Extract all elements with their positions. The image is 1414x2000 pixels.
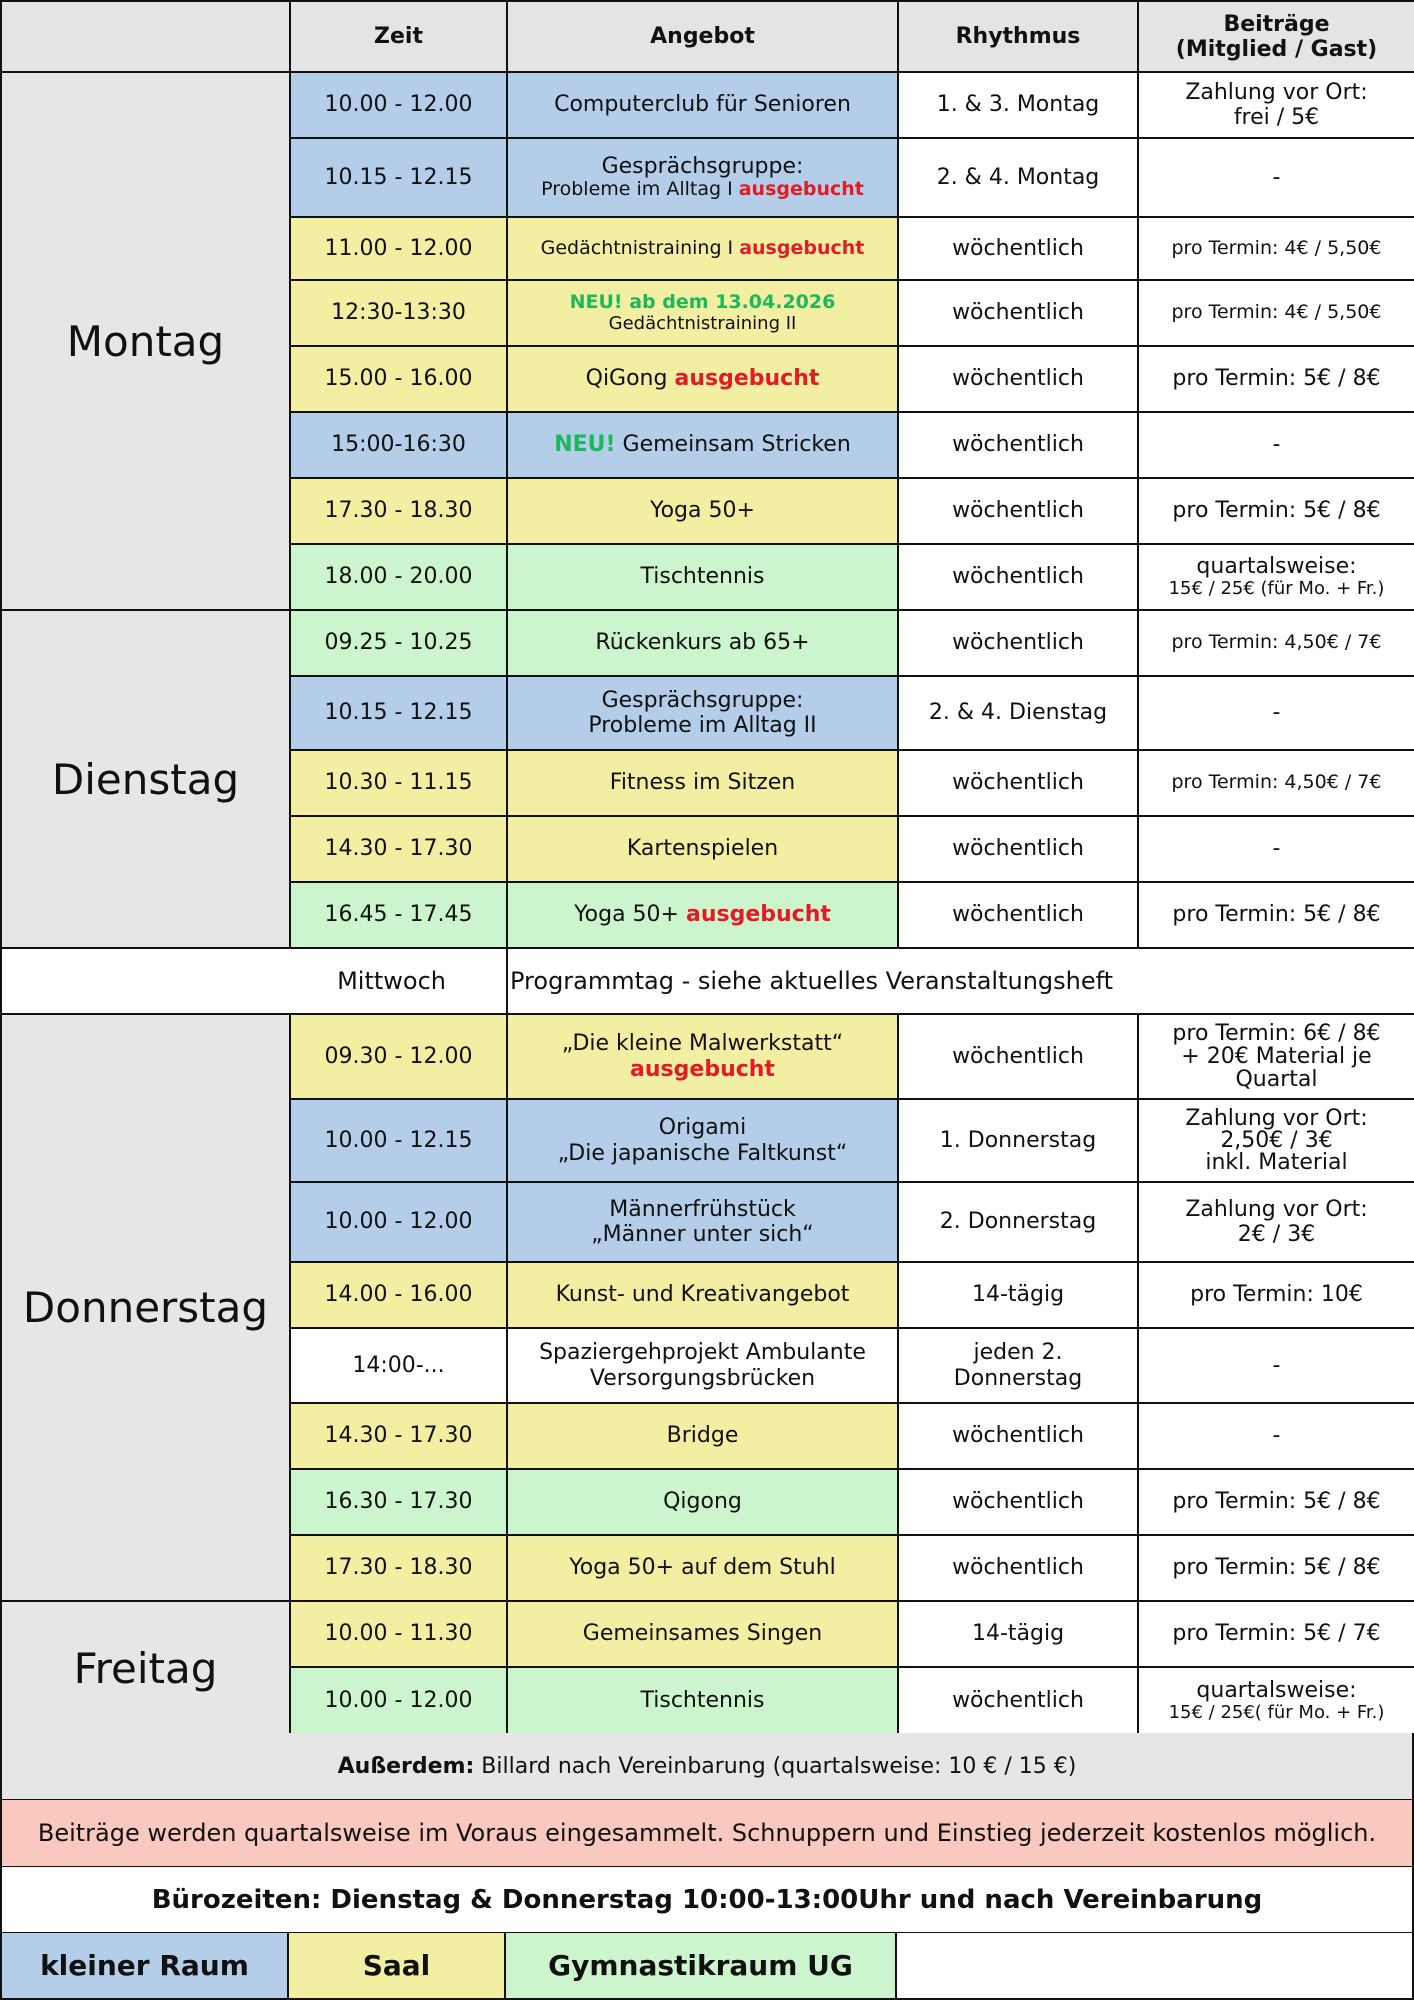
ausgebucht-tag: ausgebucht [738,178,864,201]
offer-line: Gesprächsgruppe: [601,153,804,179]
paren-open: ( [1175,36,1186,62]
fee-cell: pro Termin: 5€ / 7€ [1138,1601,1414,1667]
fee-cell: - [1138,1403,1414,1469]
offer-cell: Computerclub für Senioren [507,72,898,138]
time-cell: 16.30 - 17.30 [290,1469,507,1535]
rhythm-cell: wöchentlich [898,610,1138,676]
fee-cell [1138,1099,1414,1182]
header-beitraege-title: Beiträge [1223,11,1330,37]
legend-empty [897,1933,1414,2000]
fee-line: Zahlung vor Ort: [1185,1105,1368,1131]
time-cell: 14.00 - 16.00 [290,1262,507,1328]
rhythm-cell: 2. & 4. Montag [898,138,1138,217]
day-donnerstag: Donnerstag [1,1014,290,1601]
offer-line: Versorgungsbrücken [589,1365,816,1391]
time-cell: 12:30-13:30 [290,280,507,346]
mittwoch-row [1,948,1414,1014]
offer-line: Probleme im Alltag II [588,713,817,738]
beitraege-note: Beiträge werden quartalsweise im Voraus eingesammelt. Schnuppern und Einstieg jederzeit kostenlos möglich. [0,1800,1414,1868]
table-row [1,1014,1414,1099]
offer-cell: Yoga 50+ auf dem Stuhl [507,1535,898,1601]
fee-cell: pro Termin: 10€ [1138,1262,1414,1328]
fee-cell: - [1138,412,1414,478]
offer-line: Probleme im Alltag I [541,178,739,201]
offer-text: Gemeinsam Stricken [615,432,851,458]
offer-cell: Kunst- und Kreativangebot [507,1262,898,1328]
fee-line: Zahlung vor Ort: [1185,1196,1368,1222]
offer-line: Gedächtnistraining II [608,312,797,334]
rhythm-cell: wöchentlich [898,882,1138,948]
offer-cell [507,882,898,948]
offer-cell [507,1328,898,1403]
offer-text: Yoga 50+ [574,902,686,928]
fee-cell [1138,1182,1414,1262]
offer-cell [507,1182,898,1262]
offer-cell [507,346,898,412]
rhythm-cell: wöchentlich [898,1535,1138,1601]
legend-kleiner-raum: kleiner Raum [0,1933,289,2000]
legend-saal: Saal [289,1933,506,2000]
fee-cell: pro Termin: 5€ / 8€ [1138,882,1414,948]
offer-cell [507,280,898,346]
rhythm-cell: wöchentlich [898,1667,1138,1735]
offer-text: QiGong [585,366,675,392]
time-cell: 15.00 - 16.00 [290,346,507,412]
table-row [1,610,1414,676]
fee-cell: pro Termin: 4€ / 5,50€ [1138,280,1414,346]
offer-line: Origami [658,1115,747,1141]
corner-cell [1,1,290,72]
offer-cell [507,217,898,280]
fee-line: quartalsweise: [1196,1678,1357,1703]
legend-gymnastikraum: Gymnastikraum UG [506,1933,897,2000]
time-cell: 09.25 - 10.25 [290,610,507,676]
fee-line: Quartal [1235,1067,1318,1093]
ausserdem-label: Außerdem: [337,1753,475,1779]
room-legend [0,1933,1414,2000]
offer-line: „Männer unter sich“ [591,1222,814,1247]
rhythm-cell: wöchentlich [898,280,1138,346]
fee-cell: - [1138,676,1414,750]
offer-cell [507,1014,898,1099]
table-row [1,72,1414,138]
time-cell: 18.00 - 20.00 [290,544,507,610]
time-cell: 14.30 - 17.30 [290,816,507,882]
day-mittwoch: Mittwoch [1,948,507,1014]
offer-cell [507,676,898,750]
time-cell: 17.30 - 18.30 [290,1535,507,1601]
mitglied-label: Mitglied [1185,36,1288,62]
ausgebucht-tag: ausgebucht [630,1056,775,1082]
time-cell: 16.45 - 17.45 [290,882,507,948]
header-beitraege-sub [1147,37,1406,62]
day-dienstag: Dienstag [1,610,290,948]
time-cell: 10.15 - 12.15 [290,676,507,750]
offer-text: Gedächtnistraining I [540,236,740,259]
time-cell: 11.00 - 12.00 [290,217,507,280]
offer-cell: Kartenspielen [507,816,898,882]
rhythm-cell: wöchentlich [898,217,1138,280]
header-beitraege [1138,1,1414,72]
slash-separator: / [1287,36,1311,62]
fee-line: quartalsweise: [1196,554,1357,579]
offer-line: Gesprächsgruppe: [601,687,804,713]
offer-cell: Fitness im Sitzen [507,750,898,816]
offer-cell: Tischtennis [507,1667,898,1735]
fee-cell: - [1138,816,1414,882]
rhythm-cell: wöchentlich [898,478,1138,544]
ausgebucht-tag: ausgebucht [685,902,831,928]
offer-cell: Tischtennis [507,544,898,610]
time-cell: 10.00 - 12.15 [290,1099,507,1182]
day-montag: Montag [1,72,290,610]
fee-cell: pro Termin: 4,50€ / 7€ [1138,610,1414,676]
fee-line: pro Termin: 6€ / 8€ [1172,1020,1381,1046]
rhythm-cell: wöchentlich [898,1469,1138,1535]
header-angebot: Angebot [507,1,898,72]
time-cell: 17.30 - 18.30 [290,478,507,544]
rhythm-cell: 2. & 4. Dienstag [898,676,1138,750]
fee-cell: pro Termin: 5€ / 8€ [1138,1535,1414,1601]
fee-line: 2,50€ / 3€ [1220,1127,1333,1153]
gast-label: Gast [1310,36,1368,62]
fee-cell: pro Termin: 5€ / 8€ [1138,346,1414,412]
fee-cell [1138,1014,1414,1099]
rhythm-cell: wöchentlich [898,544,1138,610]
rhythm-cell: wöchentlich [898,346,1138,412]
offer-line: Spaziergehprojekt Ambulante [539,1340,866,1366]
buerozeiten: Bürozeiten: Dienstag & Donnerstag 10:00-13:00Uhr und nach Vereinbarung [0,1867,1414,1934]
offer-line: „Die kleine Malwerkstatt“ [561,1031,844,1057]
fee-line: 15€ / 25€( für Mo. + Fr.) [1168,1702,1385,1724]
header-row [1,1,1414,72]
fee-line: 15€ / 25€ (für Mo. + Fr.) [1168,578,1385,600]
day-freitag: Freitag [1,1601,290,1735]
rhythm-cell: wöchentlich [898,750,1138,816]
offer-cell [507,412,898,478]
fee-cell: pro Termin: 5€ / 8€ [1138,1469,1414,1535]
ausgebucht-tag: ausgebucht [739,236,865,259]
rhythm-cell: 1. & 3. Montag [898,72,1138,138]
time-cell: 10.15 - 12.15 [290,138,507,217]
neu-tag: NEU! ab dem 13.04.2026 [569,290,836,313]
rhythm-cell: 14-tägig [898,1262,1138,1328]
ausserdem-row [0,1733,1414,1801]
header-zeit: Zeit [290,1,507,72]
rhythm-cell [898,1328,1138,1403]
fee-cell: pro Termin: 5€ / 8€ [1138,478,1414,544]
fee-cell: pro Termin: 4€ / 5,50€ [1138,217,1414,280]
time-cell: 10.00 - 12.00 [290,72,507,138]
rhythm-cell: wöchentlich [898,1014,1138,1099]
table-row [1,1601,1414,1667]
offer-cell: Gemeinsames Singen [507,1601,898,1667]
time-cell: 10.00 - 11.30 [290,1601,507,1667]
fee-cell: pro Termin: 4,50€ / 7€ [1138,750,1414,816]
header-rhythmus: Rhythmus [898,1,1138,72]
rhythm-cell: wöchentlich [898,816,1138,882]
time-cell: 10.00 - 12.00 [290,1667,507,1735]
offer-line: Männerfrühstück [609,1196,796,1222]
fee-line: + 20€ Material je [1181,1043,1372,1069]
fee-line: inkl. Material [1205,1149,1348,1175]
time-cell: 14.30 - 17.30 [290,1403,507,1469]
paren-close: ) [1367,36,1378,62]
fee-cell: - [1138,1328,1414,1403]
rhythm-cell: wöchentlich [898,1403,1138,1469]
ausgebucht-tag: ausgebucht [674,366,820,392]
offer-cell: Rückenkurs ab 65+ [507,610,898,676]
offer-cell [507,138,898,217]
neu-tag: NEU! [554,432,616,458]
rhythm-cell: 1. Donnerstag [898,1099,1138,1182]
rhythm-cell: 14-tägig [898,1601,1138,1667]
offer-cell: Bridge [507,1403,898,1469]
time-cell: 14:00-... [290,1328,507,1403]
offer-cell [507,1099,898,1182]
offer-cell: Qigong [507,1469,898,1535]
fee-line: Zahlung vor Ort: [1185,79,1368,105]
rhythm-line: Donnerstag [953,1365,1083,1391]
ausserdem-text: Billard nach Vereinbarung (quartalsweise: 10 € / 15 €) [474,1753,1077,1779]
fee-cell [1138,1667,1414,1735]
offer-line: „Die japanische Faltkunst“ [557,1140,848,1166]
rhythm-cell: 2. Donnerstag [898,1182,1138,1262]
time-cell: 09.30 - 12.00 [290,1014,507,1099]
mittwoch-text: Programmtag - siehe aktuelles Veranstaltungsheft [507,948,1414,1014]
fee-cell: - [1138,138,1414,217]
rhythm-line: jeden 2. [973,1340,1063,1366]
fee-cell [1138,544,1414,610]
time-cell: 10.30 - 11.15 [290,750,507,816]
time-cell: 15:00-16:30 [290,412,507,478]
fee-line: 2€ / 3€ [1237,1222,1316,1247]
rhythm-cell: wöchentlich [898,412,1138,478]
fee-line: frei / 5€ [1233,105,1320,130]
time-cell: 10.00 - 12.00 [290,1182,507,1262]
fee-cell [1138,72,1414,138]
offer-cell: Yoga 50+ [507,478,898,544]
